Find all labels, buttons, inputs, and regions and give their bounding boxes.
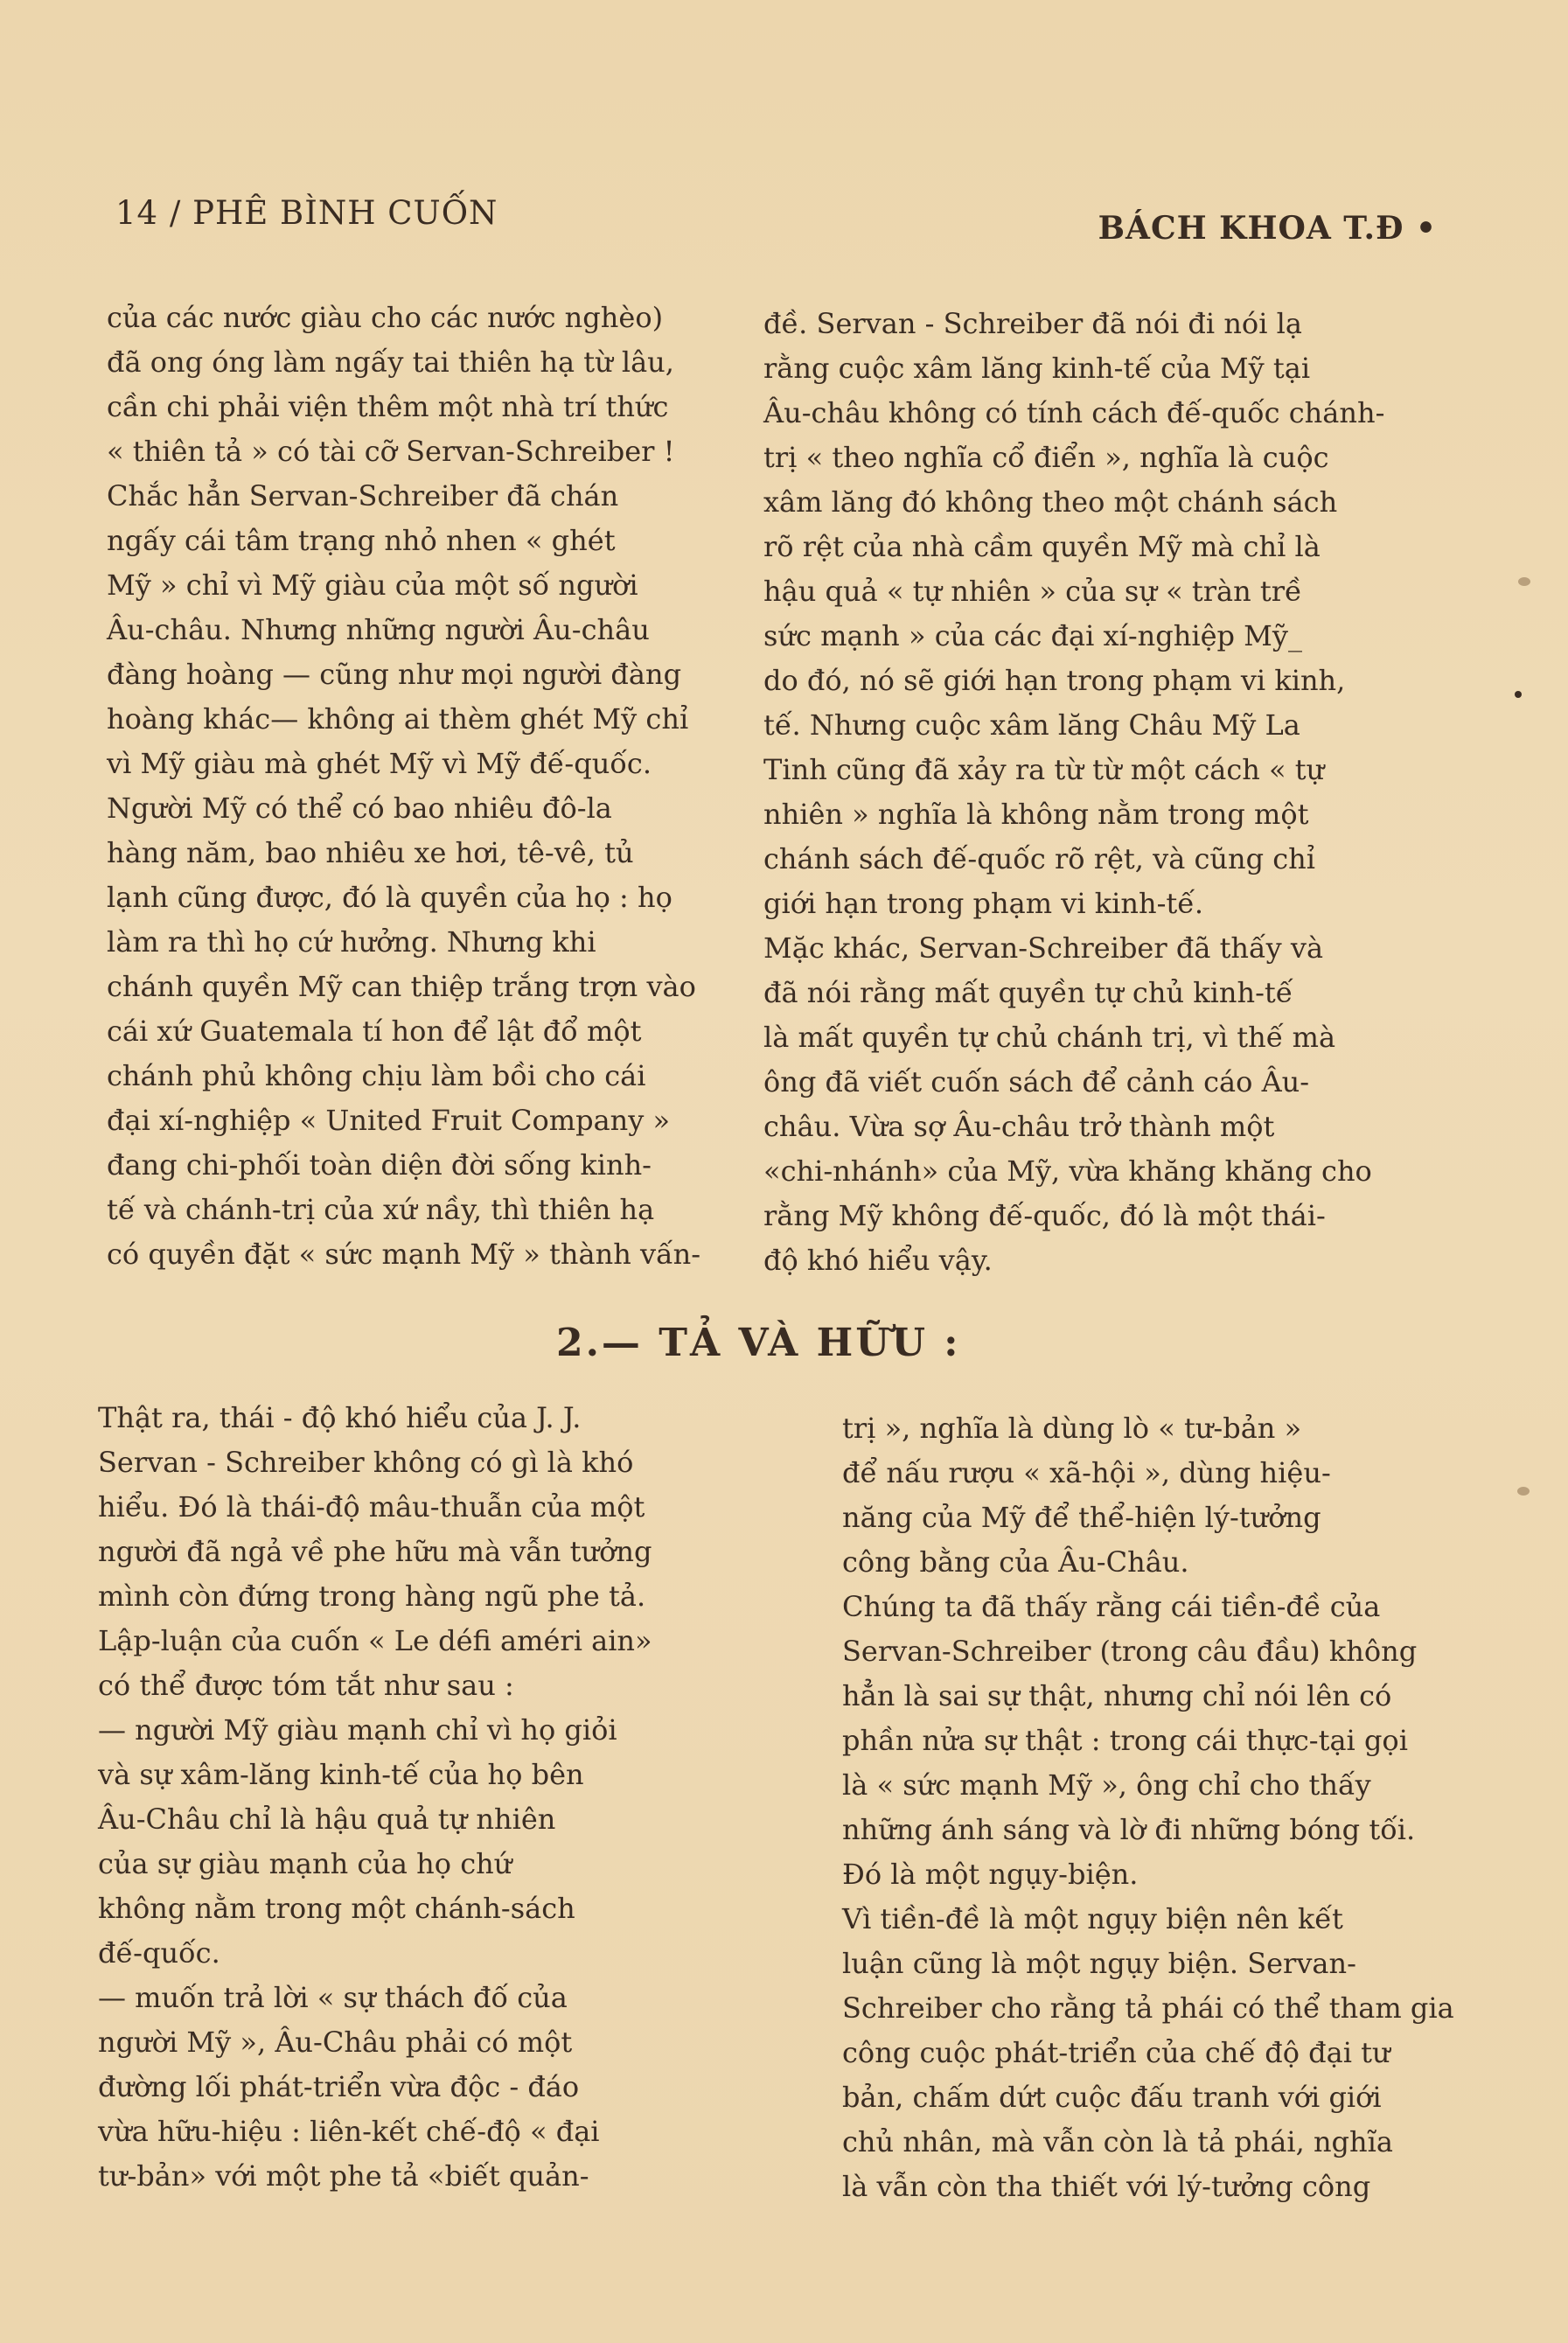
text-line: đã nói rằng mất quyền tự chủ kinh-tế [763,976,1293,1009]
text-line: Mỹ » chỉ vì Mỹ giàu của một số người [107,568,638,602]
text-line: — muốn trả lời « sự thách đố của [98,1981,568,2014]
text-line: Thật ra, thái - độ khó hiểu của J. J. [98,1401,582,1434]
text-line: vì Mỹ giàu mà ghét Mỹ vì Mỹ đế-quốc. [107,747,652,780]
text-line: trị », nghĩa là dùng lò « tư-bản » [842,1412,1302,1445]
text-line: độ khó hiểu vậy. [763,1244,993,1277]
section-title: PHÊ BÌNH CUỐN [192,194,498,232]
text-line: mình còn đứng trong hàng ngũ phe tả. [98,1579,646,1613]
text-line: đại xí-nghiệp « United Fruit Company » [107,1104,671,1137]
text-line: công cuộc phát-triển của chế độ đại tư [842,2036,1390,2069]
text-line: người đã ngả về phe hữu mà vẫn tưởng [98,1535,652,1568]
text-line: là vẫn còn tha thiết với lý-tưởng công [842,2170,1371,2203]
text-line: nhiên » nghĩa là không nằm trong một [763,798,1309,831]
text-line: đang chi-phối toàn diện đời sống kinh- [107,1148,652,1182]
text-line: cần chi phải viện thêm một nhà trí thức [107,390,669,423]
magazine-title: BÁCH KHOA T.Đ • [1098,210,1437,247]
column-left-top [107,296,719,1277]
column-left-bottom [98,1396,710,2199]
text-line: sức mạnh » của các đại xí-nghiệp Mỹ_ [763,619,1302,652]
text-line: rằng cuộc xâm lăng kinh-tế của Mỹ tại [763,352,1311,385]
text-line: đàng hoàng — cũng như mọi người đàng [107,658,682,691]
text-line: luận cũng là một ngụy biện. Servan- [842,1947,1356,1980]
text-line: để nấu rượu « xã-hội », dùng hiệu- [842,1456,1331,1489]
text-line: không nằm trong một chánh-sách [98,1892,575,1925]
text-line: giới hạn trong phạm vi kinh-tế. [763,887,1204,920]
header-left: 14 / PHÊ BÌNH CUỐN [115,194,498,232]
text-line: chánh phủ không chịu làm bồi cho cái [107,1059,646,1092]
text-line: năng của Mỹ để thể-hiện lý-tưởng [842,1501,1321,1534]
text-line: người Mỹ », Âu-Châu phải có một [98,2026,573,2059]
text-line: có quyền đặt « sức mạnh Mỹ » thành vấn- [107,1238,701,1271]
text-line: chánh quyền Mỹ can thiệp trắng trợn vào [107,970,696,1003]
text-line: Đó là một ngụy-biện. [842,1858,1139,1891]
text-line: hàng năm, bao nhiêu xe hơi, tê-vê, tủ [107,836,634,869]
text-line: Mặc khác, Servan-Schreiber đã thấy và [763,931,1324,965]
text-line: ngấy cái tâm trạng nhỏ nhen « ghét [107,524,616,557]
text-line: có thể được tóm tắt như sau : [98,1669,514,1702]
text-line: lạnh cũng được, đó là quyền của họ : họ [107,881,672,914]
text-line: Âu-Châu chỉ là hậu quả tự nhiên [98,1803,556,1836]
text-line: hậu quả « tự nhiên » của sự « tràn trề [763,575,1302,608]
text-line: Vì tiền-đề là một ngụy biện nên kết [842,1902,1343,1935]
text-line: ông đã viết cuốn sách để cảnh cáo Âu- [763,1065,1310,1098]
text-line: tư-bản» với một phe tả «biết quản- [98,2159,589,2193]
text-line: là mất quyền tự chủ chánh trị, vì thế mà [763,1021,1336,1054]
text-line: — người Mỹ giàu mạnh chỉ vì họ giỏi [98,1713,617,1747]
text-line: Người Mỹ có thể có bao nhiêu đô-la [107,791,612,825]
text-line: và sự xâm-lăng kinh-tế của họ bên [98,1758,584,1791]
text-line: làm ra thì họ cứ hưởng. Nhưng khi [107,925,596,959]
text-line: tế. Nhưng cuộc xâm lăng Châu Mỹ La [763,708,1300,742]
ink-dot [1515,691,1522,698]
text-line: Âu-châu không có tính cách đế-quốc chánh- [763,396,1385,429]
text-line: Âu-châu. Nhưng những người Âu-châu [107,613,650,646]
text-line: Servan - Schreiber không có gì là khó [98,1446,634,1479]
text-line: Lập-luận của cuốn « Le défi améri ain» [98,1624,652,1657]
text-line: hẳn là sai sự thật, nhưng chỉ nói lên có [842,1679,1392,1712]
column-right-bottom [842,1406,1454,2209]
text-line: hoàng khác— không ai thèm ghét Mỹ chỉ [107,702,689,736]
text-line: bản, chấm dứt cuộc đấu tranh với giới [842,2081,1382,2114]
text-line: Tinh cũng đã xảy ra từ từ một cách « tự [763,753,1325,786]
text-line: đế-quốc. [98,1936,220,1970]
text-line: xâm lăng đó không theo một chánh sách [763,485,1338,519]
text-line: Chắc hẳn Servan-Schreiber đã chán [107,479,619,513]
text-line: chánh sách đế-quốc rõ rệt, và cũng chỉ [763,842,1316,875]
text-line: cái xứ Guatemala tí hon để lật đổ một [107,1015,642,1048]
text-line: tế và chánh-trị của xứ nầy, thì thiên hạ [107,1193,655,1226]
text-line: của các nước giàu cho các nước nghèo) [107,301,664,334]
paper-speck [1517,1487,1530,1496]
text-line: Servan-Schreiber (trong câu đầu) không [842,1635,1418,1668]
text-line: châu. Vừa sợ Âu-châu trở thành một [763,1110,1275,1143]
text-line: vừa hữu-hiệu : liên-kết chế-độ « đại [98,2115,600,2148]
text-line: đã ong óng làm ngấy tai thiên hạ từ lâu, [107,345,674,379]
text-line: Chúng ta đã thấy rằng cái tiền-đề của [842,1590,1381,1623]
column-right-top [763,302,1384,1283]
paper-speck [1518,577,1530,586]
text-line: phần nửa sự thật : trong cái thực-tại gọi [842,1724,1408,1757]
text-line: của sự giàu mạnh của họ chứ [98,1847,512,1880]
text-line: đường lối phát-triển vừa độc - đáo [98,2070,580,2103]
text-line: hiểu. Đó là thái-độ mâu-thuẫn của một [98,1490,645,1524]
text-line: đề. Servan - Schreiber đã nói đi nói lạ [763,307,1302,340]
text-line: trị « theo nghĩa cổ điển », nghĩa là cuộc [763,441,1329,474]
text-line: do đó, nó sẽ giới hạn trong phạm vi kinh, [763,664,1346,697]
text-line: «chi-nhánh» của Mỹ, vừa khăng khăng cho [763,1154,1372,1188]
text-line: chủ nhân, mà vẫn còn là tả phái, nghĩa [842,2125,1393,2158]
section-heading: 2.— TẢ VÀ HỮU : [556,1321,961,1365]
text-line: là « sức mạnh Mỹ », ông chỉ cho thấy [842,1768,1371,1802]
page-number: 14 [115,194,159,232]
text-line: Schreiber cho rằng tả phái có thể tham gia [842,1991,1454,2025]
text-line: rằng Mỹ không đế-quốc, đó là một thái- [763,1199,1326,1232]
text-line: « thiên tả » có tài cỡ Servan-Schreiber ! [107,435,675,468]
text-line: những ánh sáng và lờ đi những bóng tối. [842,1813,1416,1846]
text-line: công bằng của Âu-Châu. [842,1545,1189,1579]
text-line: rõ rệt của nhà cầm quyền Mỹ mà chỉ là [763,530,1321,563]
page-header [115,194,1437,247]
